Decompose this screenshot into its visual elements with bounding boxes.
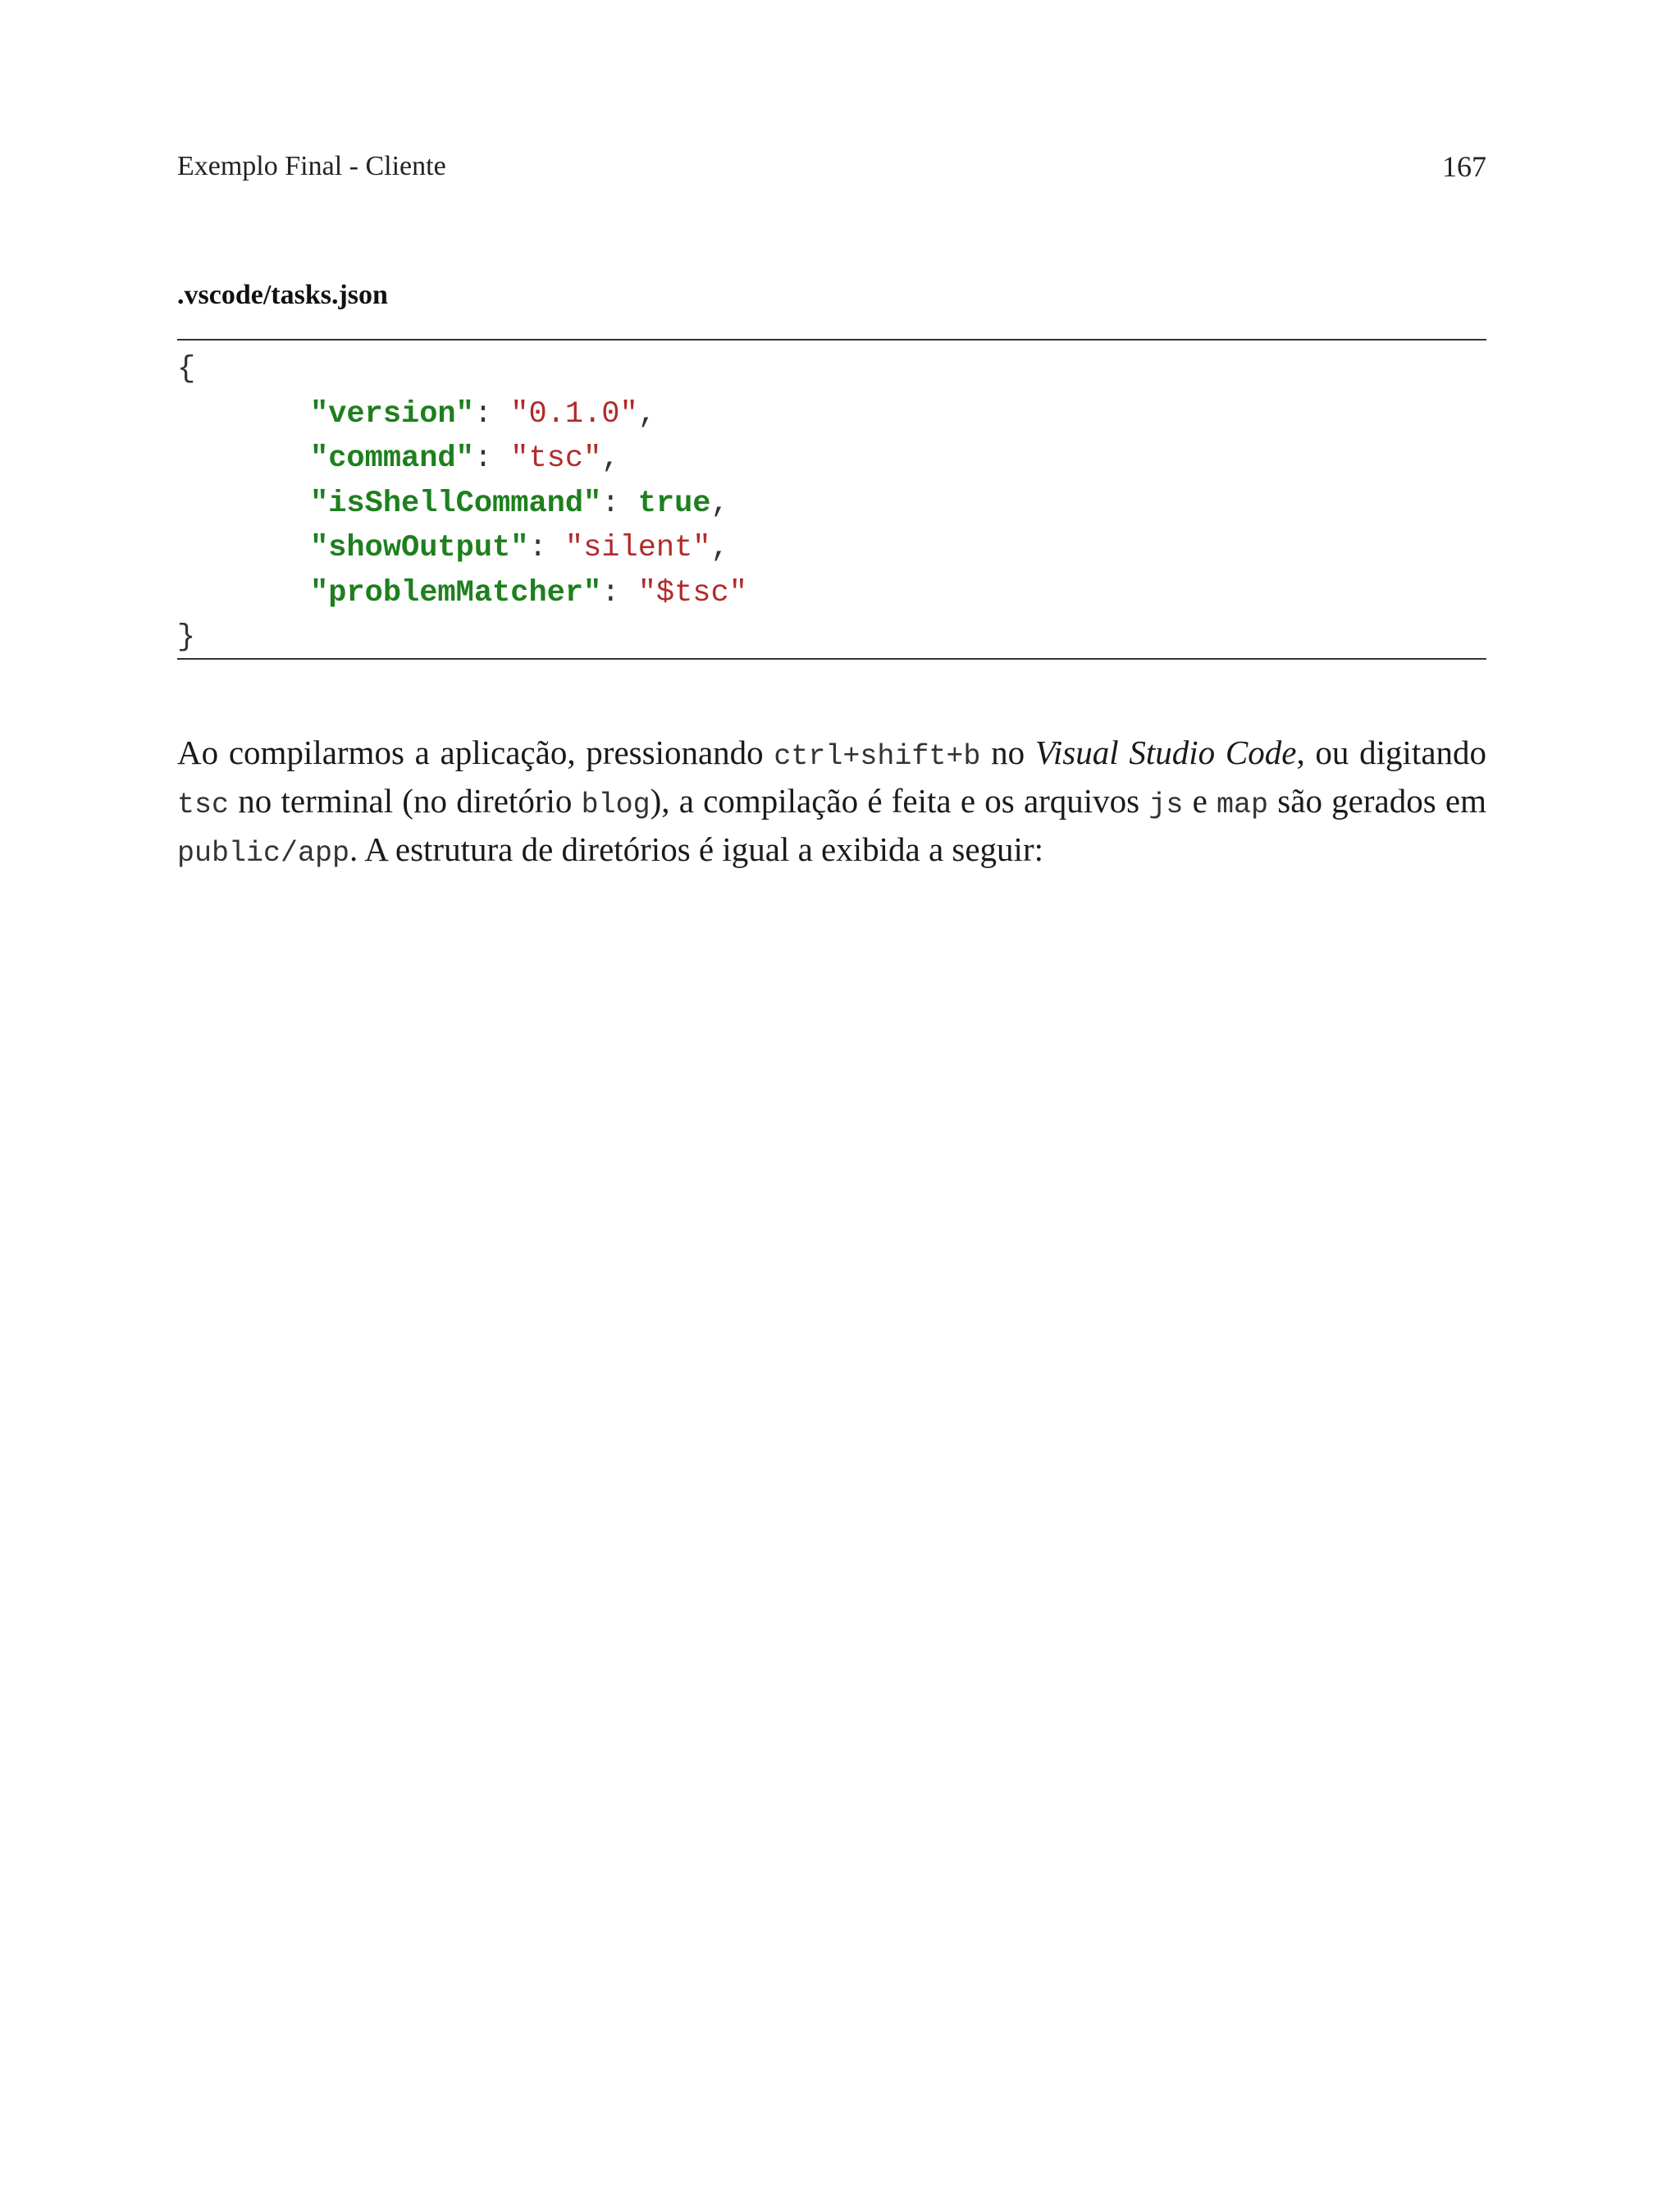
json-separator: : [601, 486, 638, 521]
inline-code-map: map [1217, 789, 1269, 821]
text-run: ), a compilação é feita e os arquivos [650, 782, 1149, 820]
text-run: , ou digitando [1296, 734, 1487, 771]
code-line-version [177, 392, 1486, 437]
json-key: "version" [310, 396, 474, 432]
text-run: e [1183, 782, 1217, 820]
inline-code-js: js [1148, 789, 1184, 821]
code-line-problemmatcher [177, 571, 1486, 616]
page-number: 167 [1442, 150, 1486, 183]
inline-code-blog: blog [581, 789, 651, 821]
inline-code-path: public/app [177, 837, 350, 870]
json-key: "isShellCommand" [310, 486, 602, 521]
json-comma: , [637, 396, 656, 432]
json-separator: : [473, 441, 511, 476]
code-line-showoutput [177, 526, 1486, 571]
inline-code-tsc: tsc [177, 789, 230, 821]
code-close-brace: } [177, 620, 196, 655]
json-comma: , [601, 441, 620, 476]
json-separator: : [528, 531, 565, 565]
json-key: "showOutput" [310, 531, 529, 565]
listing-caption: .vscode/tasks.json [177, 280, 388, 310]
json-value: "silent" [564, 531, 711, 565]
running-title: Exemplo Final - Cliente [177, 151, 446, 181]
inline-code-shortcut: ctrl+shift+b [774, 740, 981, 773]
text-run: Ao compilarmos a aplicação, pressionando [177, 734, 774, 771]
code-open-brace: { [177, 352, 196, 386]
running-header [177, 146, 1486, 187]
code-line-command [177, 437, 1486, 482]
json-value: "tsc" [510, 441, 602, 476]
json-value: true [637, 486, 711, 521]
code-block [177, 339, 1486, 660]
text-run: são gerados em [1268, 782, 1486, 820]
text-run: . A estrutura de diretórios é igual a exibida a seguir: [349, 830, 1043, 868]
json-value: "$tsc" [637, 575, 747, 610]
body-paragraph [177, 730, 1486, 875]
code-line-isshellcommand [177, 482, 1486, 527]
json-comma: , [710, 531, 729, 565]
json-value: "0.1.0" [510, 396, 638, 432]
text-run: no terminal (no diretório [229, 782, 582, 820]
json-comma: , [710, 486, 729, 521]
emphasis-product-name: Visual Studio Code [1034, 734, 1297, 771]
json-key: "command" [310, 441, 474, 476]
json-separator: : [473, 396, 511, 432]
json-separator: : [601, 575, 638, 610]
json-key: "problemMatcher" [310, 575, 602, 610]
text-run: no [980, 734, 1035, 771]
